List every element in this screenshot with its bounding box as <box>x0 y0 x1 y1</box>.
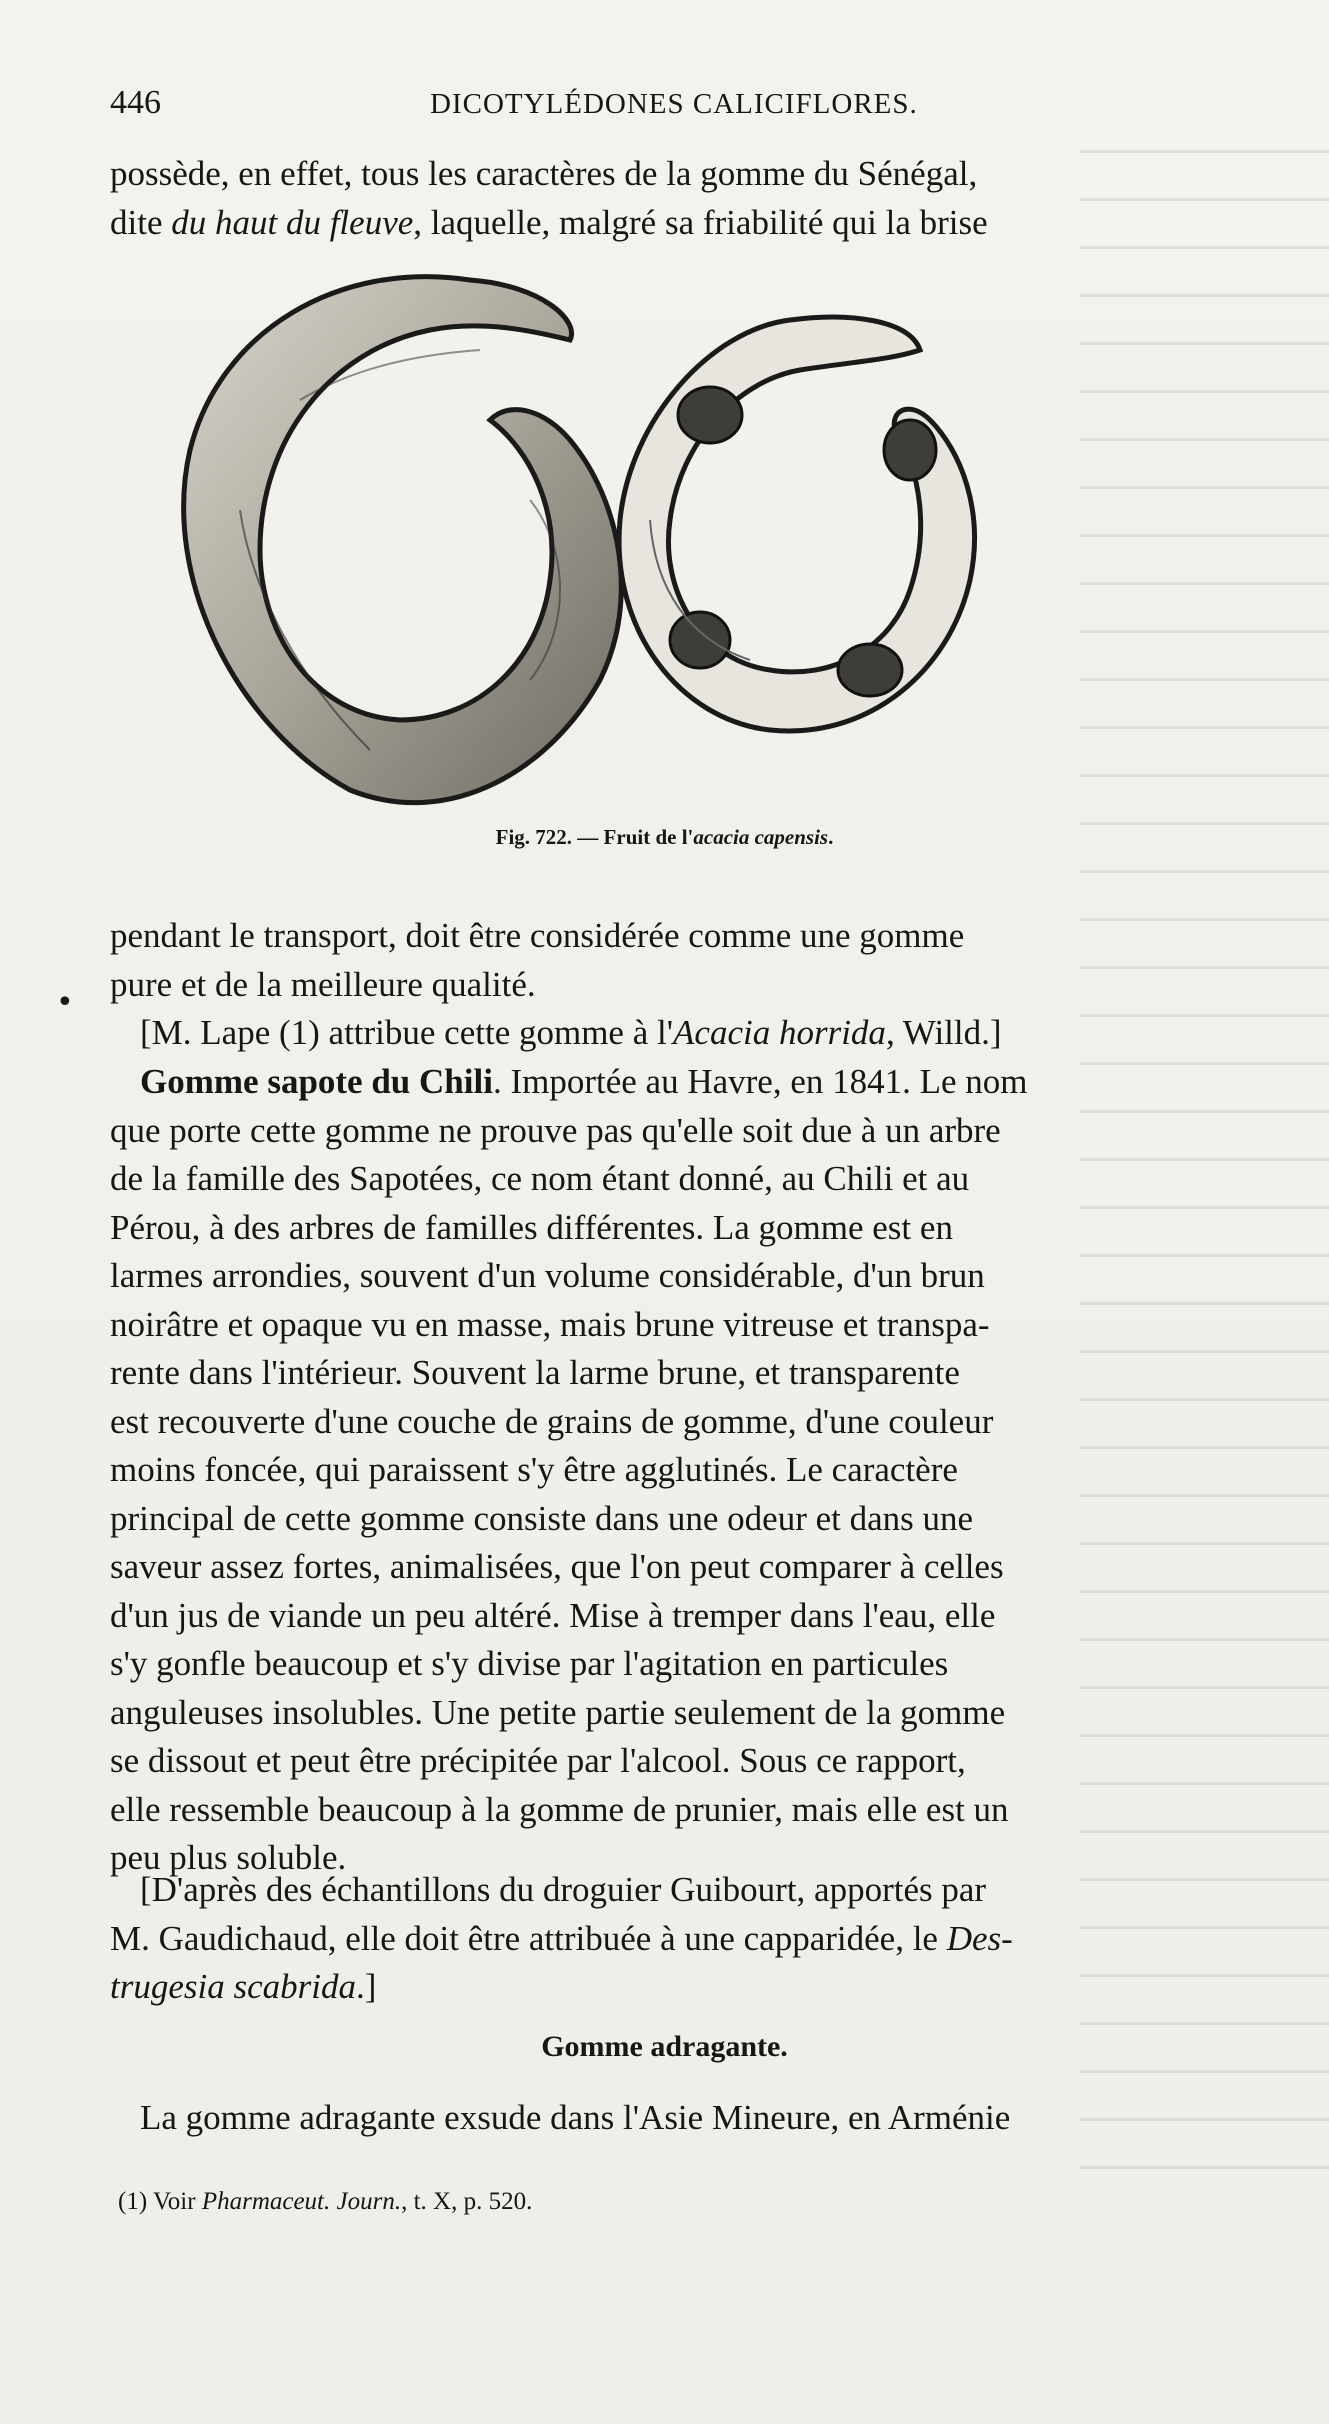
text-line: possède, en effet, tous les caractères de la gomme du Sénégal, <box>110 154 978 193</box>
italic-text: Acacia horrida <box>673 1013 886 1052</box>
italic-text: Des- <box>946 1918 1013 1958</box>
caption-dash: — <box>572 825 604 849</box>
text-line: moins foncée, qui paraissent s'y être agglutinés. Le caractère <box>110 1450 958 1489</box>
figure-number: Fig. 722. <box>495 825 573 849</box>
text-line: , laquelle, malgré sa friabilité qui la brise <box>413 202 988 242</box>
footnote-text: , t. X, p. 520. <box>401 2188 533 2215</box>
italic-text: trugesia scabrida <box>110 1967 356 2006</box>
text-line: que porte cette gomme ne prouve pas qu'elle soit due à un arbre <box>110 1110 1001 1150</box>
margin-mark: • <box>56 985 74 1020</box>
seed <box>884 420 936 480</box>
text-line: peu plus soluble. <box>110 1838 347 1877</box>
adragante-paragraph <box>110 2094 1237 2143</box>
footnote <box>118 2188 532 2216</box>
caption-species: acacia capensis <box>693 825 829 849</box>
paragraph-heading: Gomme sapote du Chili <box>140 1062 493 1101</box>
text-line: est recouverte d'une couche de grains de gomme, d'une couleur <box>110 1401 994 1441</box>
text-line: noirâtre et opaque vu en masse, mais brune vitreuse et transpa- <box>110 1304 990 1344</box>
footnote-text: (1) Voir <box>118 2188 202 2215</box>
text-line: de la famille des Sapotées, ce nom étant donné, au Chili et au <box>110 1159 970 1198</box>
guibourt-note <box>110 1866 1237 2012</box>
section-title: Gomme adragante. <box>541 2030 788 2063</box>
seed <box>670 612 730 668</box>
text-line: saveur assez fortes, animalisées, que l'on peut comparer à celles <box>110 1547 1004 1586</box>
footnote-journal: Pharmaceut. Journ. <box>201 2188 402 2215</box>
paragraph-top <box>110 150 1237 247</box>
seed <box>838 644 902 696</box>
text-line: [D'après des échantillons du droguier Guibourt, apportés par <box>140 1870 987 1909</box>
text-line: .] <box>355 1967 377 2006</box>
text-line: pendant le transport, doit être considérée comme une gomme <box>110 916 965 955</box>
caption-text: Fruit de l' <box>603 825 694 849</box>
open-pod-drawing <box>619 317 974 731</box>
text-line: se dissout et peut être précipitée par l'alcool. Sous ce rapport, <box>110 1741 966 1780</box>
text-line: s'y gonfle beaucoup et s'y divise par l'agitation en particules <box>110 1644 949 1683</box>
seed <box>678 387 742 443</box>
closed-pod-drawing <box>184 277 622 803</box>
text-line: rente dans l'intérieur. Souvent la larme brune, et transparente <box>110 1353 960 1392</box>
text-line: M. Gaudichaud, elle doit être attribuée à une capparidée, le <box>110 1918 947 1958</box>
text-line: pure et de la meilleure qualité. <box>110 964 536 1004</box>
caption-end: . <box>828 825 834 849</box>
text-line: d'un jus de viande un peu altéré. Mise à tremper dans l'eau, elle <box>110 1595 996 1635</box>
running-title: DICOTYLÉDONES CALICIFLORES. <box>430 88 918 120</box>
chili-paragraph <box>110 1058 1237 1883</box>
paragraph-after-figure <box>110 912 1237 1009</box>
italic-text: du haut du fleuve <box>171 202 414 242</box>
text-line: anguleuses insolubles. Une petite partie seulement de la gomme <box>110 1692 1006 1732</box>
page-number: 446 <box>110 84 161 121</box>
lape-note <box>110 1009 1237 1058</box>
text-line: [M. Lape (1) attribue cette gomme à l' <box>140 1013 674 1052</box>
text-line: dite <box>110 202 172 242</box>
page-header <box>110 84 1240 134</box>
text-line: . Importée au Havre, en 1841. Le nom <box>492 1062 1028 1101</box>
text-line: , Willd.] <box>885 1013 1002 1052</box>
figure-acacia-pods <box>150 250 1170 820</box>
text-line: principal de cette gomme consiste dans une odeur et dans une <box>110 1498 974 1538</box>
text-line: La gomme adragante exsude dans l'Asie Mineure, en Arménie <box>140 2098 1011 2137</box>
figure-caption <box>0 825 1329 850</box>
text-line: larmes arrondies, souvent d'un volume considérable, d'un brun <box>110 1256 985 1295</box>
text-line: Pérou, à des arbres de familles différentes. La gomme est en <box>110 1207 953 1247</box>
text-line: elle ressemble beaucoup à la gomme de prunier, mais elle est un <box>110 1789 1009 1829</box>
